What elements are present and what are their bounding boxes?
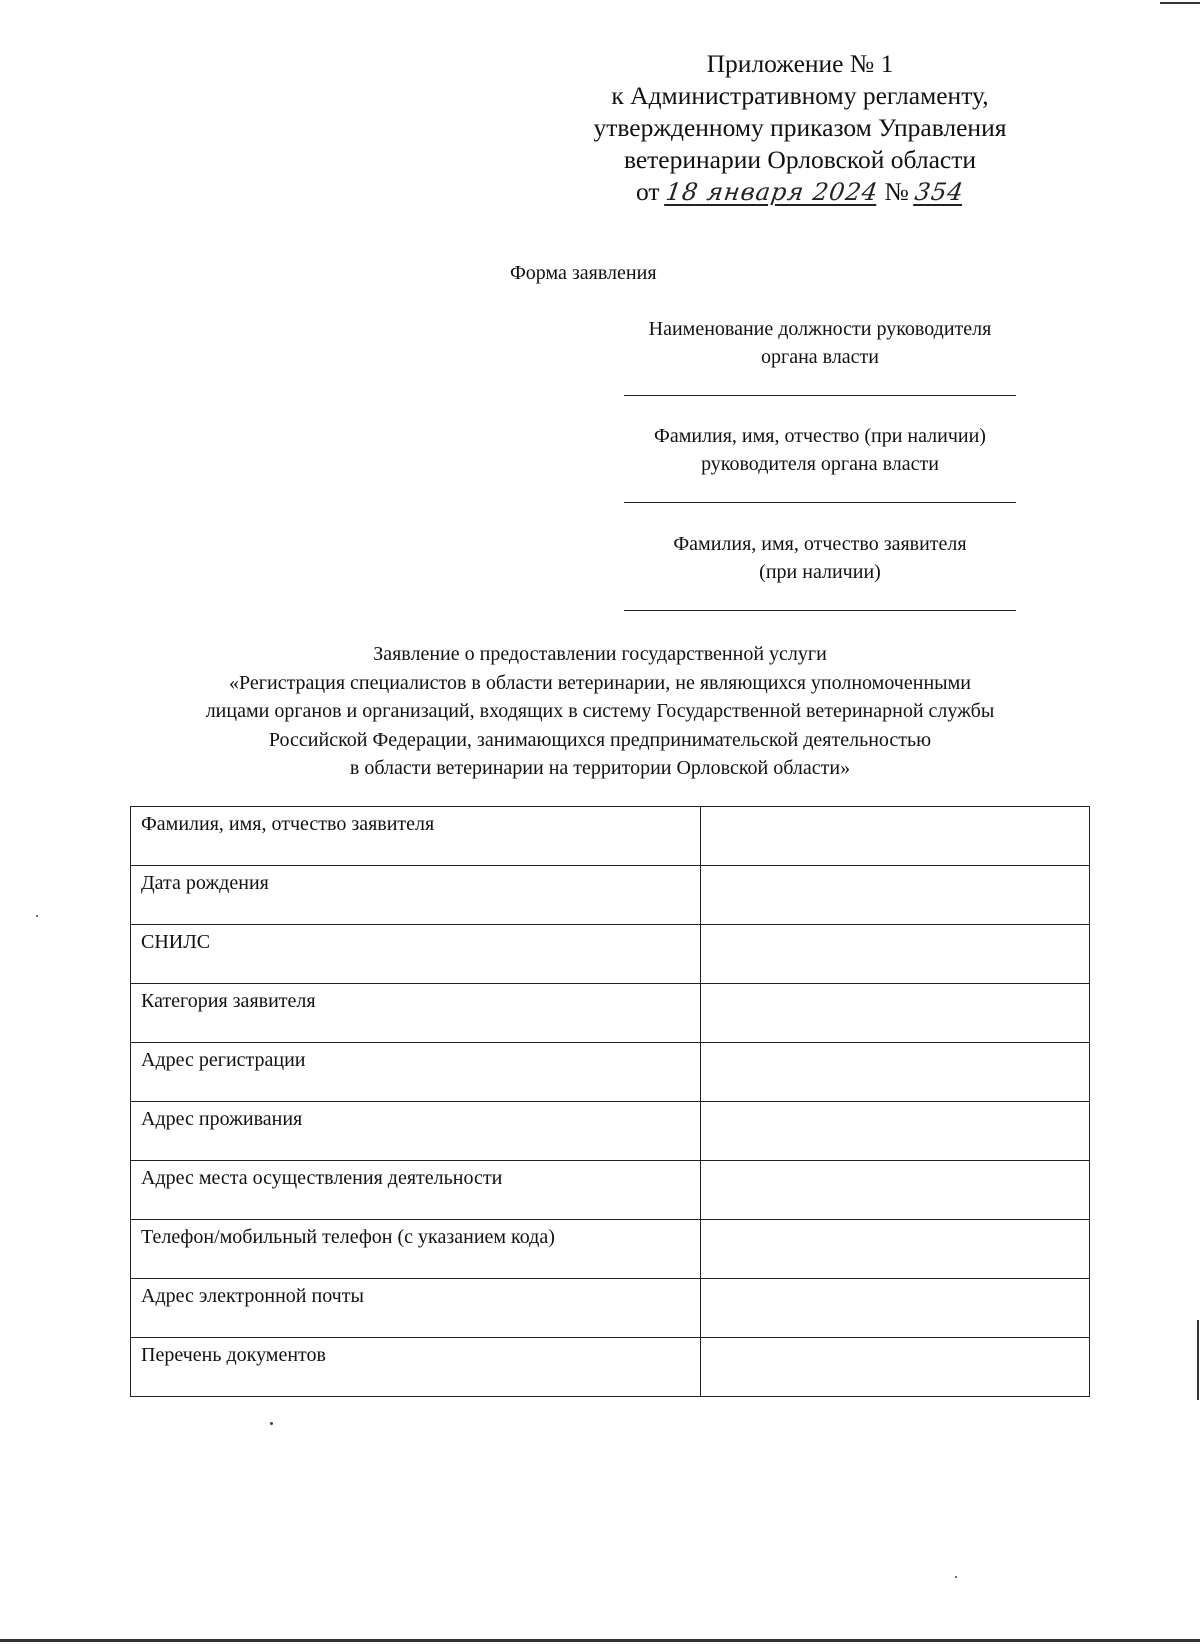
table-row [131, 984, 1090, 1043]
title-line: Российской Федерации, занимающихся предпринимательской деятельностью [268, 728, 932, 751]
field-label: Адрес электронной почты [131, 1279, 701, 1338]
field-value-cell[interactable] [701, 925, 1090, 984]
applicant-name-block [610, 530, 1030, 611]
field-label: Адрес проживания [131, 1102, 701, 1161]
field-value-cell[interactable] [701, 1161, 1090, 1220]
field-label: Дата рождения [131, 866, 701, 925]
field-value-cell[interactable] [701, 807, 1090, 866]
field-value-cell[interactable] [701, 984, 1090, 1043]
number-prefix: № [884, 177, 909, 206]
addressee-position-block [610, 315, 1030, 396]
title-line: Заявление о предоставлении государственной услуги [373, 643, 827, 665]
application-form-table [130, 806, 1090, 1397]
addressee-head-name-line2: руководителя органа власти [701, 453, 939, 475]
title-line: «Регистрация специалистов в области ветеринарии, не являющихся уполномоченными [229, 671, 971, 694]
handwritten-date: 18 января 2024 [663, 178, 881, 206]
appendix-title: Приложение № 1 [706, 49, 894, 78]
applicant-name-blank[interactable] [624, 610, 1016, 611]
table-row [131, 1338, 1090, 1397]
table-row [131, 1220, 1090, 1279]
addressee-position-line1: Наименование должности руководителя [648, 318, 992, 340]
date-prefix: от [636, 177, 660, 206]
application-title [100, 640, 1100, 783]
appendix-date-line [560, 176, 1040, 208]
addressee-head-name-blank[interactable] [624, 502, 1016, 503]
appendix-order: утвержденному приказом Управления [593, 113, 1007, 142]
title-line: в области ветеринарии на территории Орловской области» [349, 757, 851, 779]
field-label: СНИЛС [131, 925, 701, 984]
scan-speck [270, 1422, 273, 1425]
scan-edge-mark [1197, 1320, 1199, 1400]
field-value-cell[interactable] [701, 1043, 1090, 1102]
table-row [131, 866, 1090, 925]
field-label: Адрес места осуществления деятельности [131, 1161, 701, 1220]
table-row [131, 1161, 1090, 1220]
field-label: Телефон/мобильный телефон (с указанием кода) [131, 1220, 701, 1279]
scan-speck [955, 1576, 957, 1578]
field-value-cell[interactable] [701, 866, 1090, 925]
table-row [131, 1043, 1090, 1102]
addressee-head-name-block [610, 422, 1030, 503]
field-value-cell[interactable] [701, 1220, 1090, 1279]
field-label: Категория заявителя [131, 984, 701, 1043]
scan-bottom-edge [0, 1639, 1200, 1642]
addressee-position-line2: органа власти [760, 346, 880, 368]
field-value-cell[interactable] [701, 1102, 1090, 1161]
field-label: Фамилия, имя, отчество заявителя [131, 807, 701, 866]
table-row [131, 1279, 1090, 1338]
title-line: лицами органов и организаций, входящих в систему Государственной ветеринарной службы [205, 700, 995, 722]
appendix-regulation: к Административному регламенту, [611, 81, 989, 110]
form-label: Форма заявления [510, 262, 657, 284]
field-value-cell[interactable] [701, 1338, 1090, 1397]
field-value-cell[interactable] [701, 1279, 1090, 1338]
applicant-name-line1: Фамилия, имя, отчество заявителя [673, 533, 967, 555]
applicant-name-line2: (при наличии) [759, 561, 881, 583]
table-row [131, 807, 1090, 866]
appendix-header [560, 48, 1040, 208]
field-label: Адрес регистрации [131, 1043, 701, 1102]
appendix-authority: ветеринарии Орловской области [623, 145, 977, 174]
scan-edge-mark [1160, 2, 1200, 4]
addressee-position-blank[interactable] [624, 395, 1016, 396]
addressee-head-name-line1: Фамилия, имя, отчество (при наличии) [654, 425, 986, 447]
handwritten-number: 354 [913, 178, 966, 206]
field-label: Перечень документов [131, 1338, 701, 1397]
scan-speck [36, 915, 38, 917]
table-row [131, 1102, 1090, 1161]
table-row [131, 925, 1090, 984]
